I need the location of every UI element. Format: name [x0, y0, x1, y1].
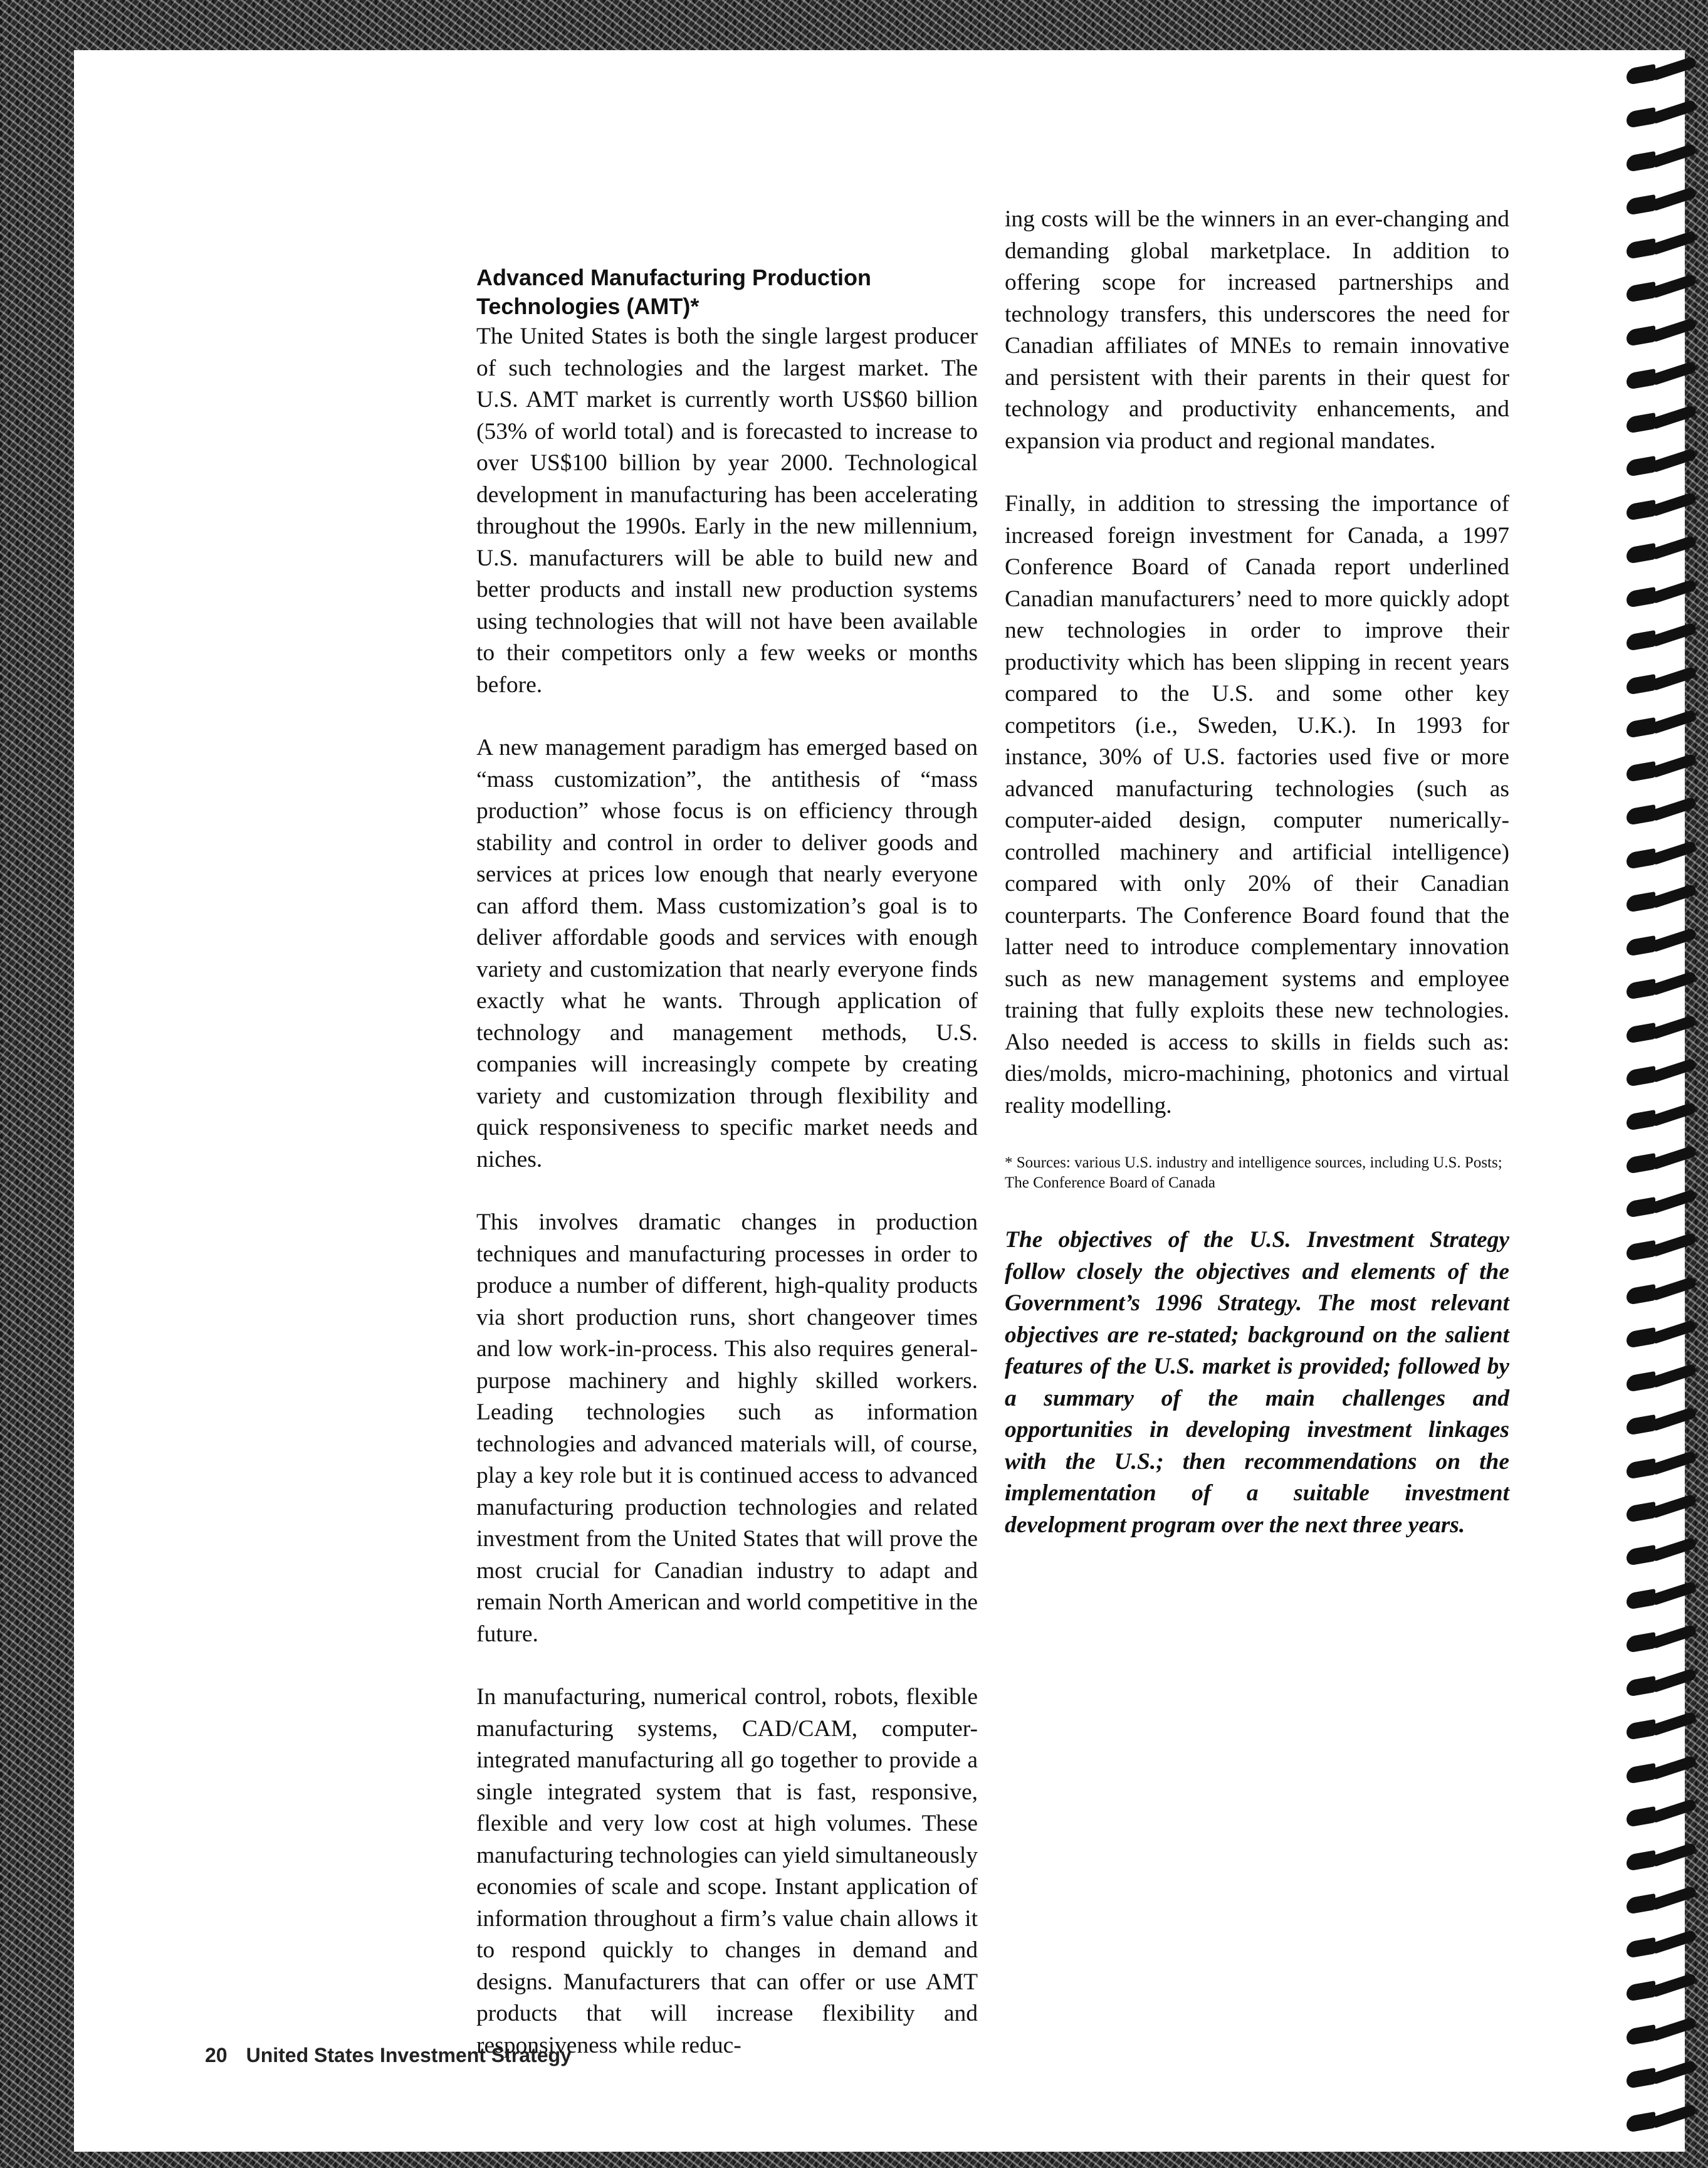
- binding-coil: [1627, 1762, 1697, 1783]
- binding-coil: [1627, 280, 1697, 302]
- binding-coil: [1627, 934, 1697, 955]
- binding-coil: [1627, 1500, 1697, 1522]
- binding-coil: [1627, 367, 1697, 389]
- binding-coil: [1627, 847, 1697, 868]
- binding-coil: [1627, 1675, 1697, 1696]
- paragraph: This involves dramatic changes in production techniques and manufacturing processes in order to produce a number of different, high-quality products via short production runs, short changeover times and low work-in-process. This also requires general-purpose machinery and highly skilled workers. Leading technologies such as information technologies and advanced materials will, of course, play a key role but it is continued access to advanced manufacturing production technologies and related investment from the United States that will prove the most crucial for Canadian industry to adapt and remain North American and world competitive in the future.: [476, 1209, 978, 1647]
- binding-coil: [1627, 324, 1697, 345]
- binding-coil: [1627, 63, 1697, 84]
- binding-coil: [1627, 106, 1697, 127]
- binding-coil: [1627, 1457, 1697, 1478]
- binding-coil: [1627, 1239, 1697, 1260]
- binding-coil: [1627, 1849, 1697, 1870]
- binding-coil: [1627, 716, 1697, 737]
- binding-coil: [1627, 1979, 1697, 2001]
- binding-coil: [1627, 1631, 1697, 1652]
- page-footer: [205, 2044, 572, 2067]
- binding-coil: [1627, 803, 1697, 824]
- binding-coil: [1627, 1587, 1697, 1609]
- section-heading: Advanced Manufacturing Production Technologies (AMT)*: [476, 265, 872, 319]
- binding-coil: [1627, 455, 1697, 476]
- spiral-binding: [1627, 63, 1708, 2132]
- binding-coil: [1627, 1152, 1697, 1173]
- binding-coil: [1627, 1370, 1697, 1391]
- binding-coil: [1627, 586, 1697, 607]
- binding-coil: [1627, 1413, 1697, 1434]
- page-number: 20: [205, 2044, 228, 2066]
- binding-coil: [1627, 629, 1697, 650]
- paragraph: A new management paradigm has emerged based on “mass customization”, the antithesis of “mass production” whose focus is on efficiency through stability and control in order to deliver goods and services at prices low enough that nearly everyone can afford them. Mass customization’s goal is to deliver affordable goods and services with enough variety and customization that nearly everyone finds exactly what he wants. Through application of technology and management methods, U.S. companies will increasingly compete by creating variety and customization through flexibility and quick responsiveness to specific market needs and niches.: [476, 735, 978, 1172]
- binding-coil: [1627, 1718, 1697, 1739]
- paragraph: Finally, in addition to stressing the importance of increased foreign investment for Canada, a 1997 Conference Board of Canada report underlined Canadian manufacturers’ need to more quickly adopt new technologies in order to improve their productivity which has been slipping in recent years compared to the U.S. and some other key competitors (i.e., Sweden, U.K.). In 1993 for instance, 30% of U.S. factories used five or more advanced manufacturing technologies (such as computer-aided design, computer numerically-controlled machinery and artificial intelligence) compared with only 20% of their Canadian counterparts. The Conference Board found that the latter need to introduce complementary innovation such as new management systems and employee training that fully exploits these new technologies. Also needed is access to skills in fields such as: dies/molds, micro-machining, photonics and virtual reality modelling.: [1005, 491, 1509, 1118]
- binding-coil: [1627, 150, 1697, 171]
- binding-coil: [1627, 542, 1697, 563]
- footnote: * Sources: various U.S. industry and intelligence sources, including U.S. Posts; The Conference Board of Canada: [1005, 1154, 1502, 1191]
- paragraph: In manufacturing, numerical control, robots, flexible manufacturing systems, CAD/CAM, computer-integrated manufacturing all go together to provide a single integrated system that is fast, responsive, flexible and very low cost at high volumes. These manufacturing technologies can yield simultaneously economies of scale and scope. Instant application of information throughout a firm’s value chain allows it to respond quickly to changes in demand and designs. Manufacturers that can offer or use AMT products that will increase flexibility and responsiveness while reduc-: [476, 1684, 978, 2058]
- binding-coil: [1627, 2110, 1697, 2132]
- binding-coil: [1627, 760, 1697, 781]
- binding-coil: [1627, 977, 1697, 999]
- binding-coil: [1627, 2023, 1697, 2044]
- binding-coil: [1627, 1283, 1697, 1304]
- paragraph: The United States is both the single largest producer of such technologies and the largest market. The U.S. AMT market is currently worth US$60 billion (53% of world total) and is forecasted to increase to over US$100 billion by year 2000. Technological development in manufacturing has been accelerating throughout the 1990s. Early in the new millennium, U.S. manufacturers will be able to build new and better products and install new production systems using technologies that will not have been available to their competitors only a few weeks or months before.: [476, 324, 978, 698]
- binding-coil: [1627, 673, 1697, 694]
- binding-coil: [1627, 193, 1697, 214]
- binding-coil: [1627, 1065, 1697, 1086]
- binding-coil: [1627, 1108, 1697, 1130]
- right-column: [1005, 204, 1509, 1541]
- binding-coil: [1627, 1326, 1697, 1347]
- binding-coil: [1627, 237, 1697, 258]
- binding-coil: [1627, 1544, 1697, 1565]
- binding-coil: [1627, 1892, 1697, 1913]
- binding-coil: [1627, 498, 1697, 520]
- binding-coil: [1627, 890, 1697, 912]
- paragraph: ing costs will be the winners in an ever-changing and demanding global marketplace. In addition to offering scope for increased partnerships and technology transfers, this underscores the need for Canadian affiliates of MNEs to remain innovative and persistent with their parents in their quest for technology and productivity enhancements, and expansion via product and regional mandates.: [1005, 206, 1509, 454]
- binding-coil: [1627, 1196, 1697, 1217]
- binding-coil: [1627, 1936, 1697, 1957]
- objectives-statement: The objectives of the U.S. Investment Strategy follow closely the objectives and elements of the Government’s 1996 Strategy. The most relevant objectives are re-stated; background on the salient features of the U.S. market is provided; followed by a summary of the main challenges and opportunities in developing investment linkages with the U.S.; then recommendations on the implementation of a suitable investment development program over the next three years.: [1005, 1227, 1509, 1538]
- binding-coil: [1627, 2066, 1697, 2088]
- binding-coil: [1627, 1805, 1697, 1826]
- left-column: [476, 263, 978, 2061]
- binding-coil: [1627, 411, 1697, 433]
- document-title: United States Investment Strategy: [246, 2044, 572, 2066]
- binding-coil: [1627, 1021, 1697, 1043]
